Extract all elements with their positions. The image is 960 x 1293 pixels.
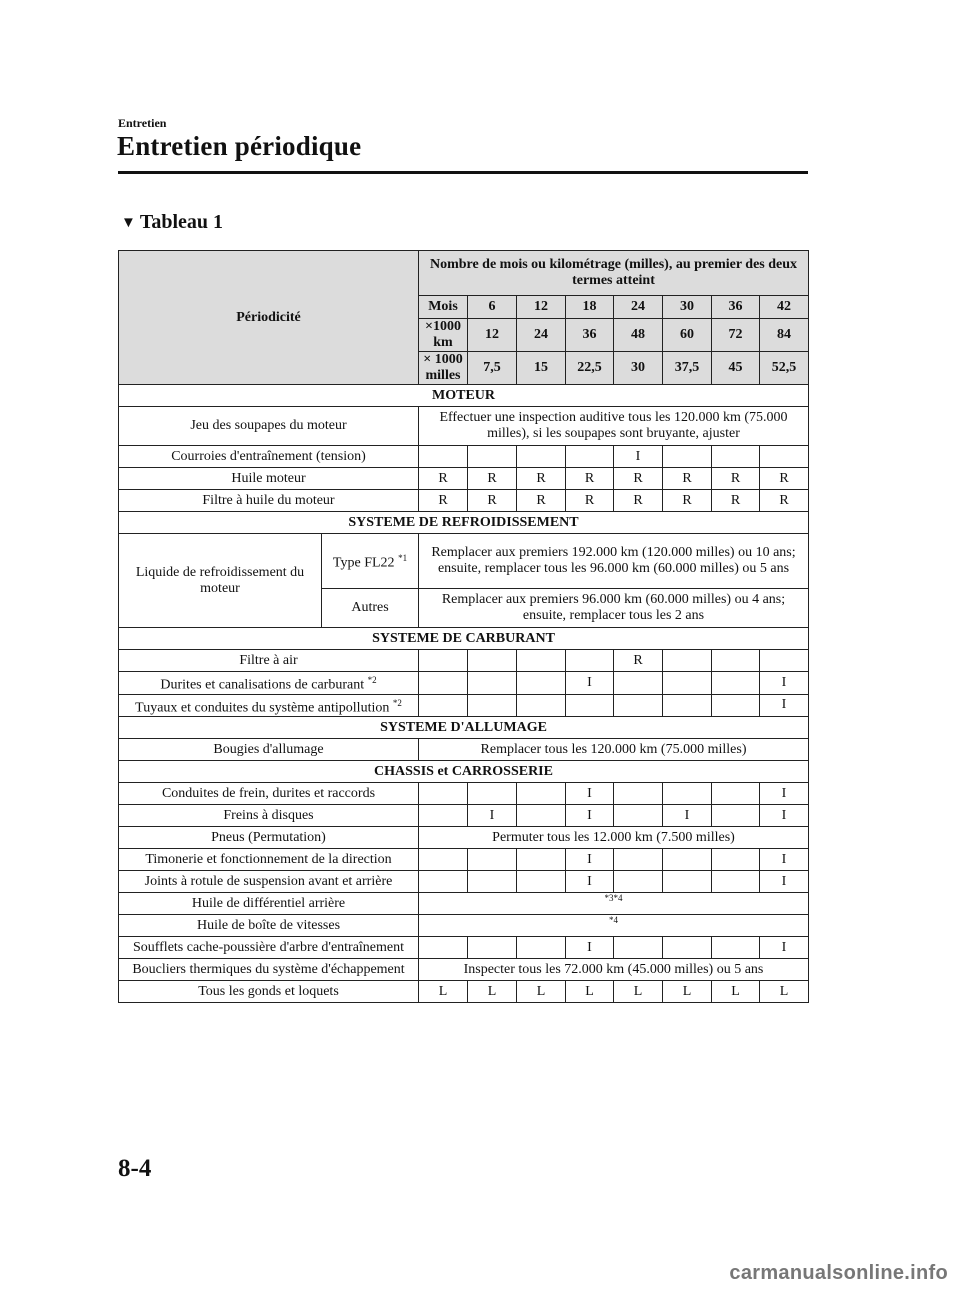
title-rule — [118, 171, 808, 174]
table-row — [119, 694, 809, 717]
item-note: Remplacer aux premiers 192.000 km (120.000 milles) ou 10 ans; ensuite, remplacer tous les 96.000 km (60.000 milles) ou 5 ans — [419, 534, 809, 589]
item-label-text: Filtre à huile du moteur — [202, 492, 335, 508]
schedule-cell — [517, 694, 566, 717]
schedule-cell — [760, 446, 809, 468]
schedule-cell — [517, 650, 566, 672]
footnote-mark: *3*4 — [604, 893, 623, 904]
footnote-mark: *2 — [392, 697, 402, 708]
schedule-cell: R — [712, 468, 760, 490]
item-label-text: Pneus (Permutation) — [211, 829, 326, 845]
schedule-cell: R — [760, 468, 809, 490]
interval-value: 52,5 — [760, 352, 809, 385]
schedule-cell — [712, 650, 760, 672]
section-title: CHASSIS et CARROSSERIE — [119, 761, 809, 783]
header-row — [119, 251, 809, 296]
schedule-cell: I — [760, 694, 809, 717]
interval-value: 42 — [760, 296, 809, 319]
schedule-cell: R — [468, 490, 517, 512]
item-label-text: Filtre à air — [239, 652, 298, 668]
item-label-text: Huile moteur — [231, 470, 306, 486]
schedule-cell — [517, 937, 566, 959]
schedule-cell — [712, 672, 760, 695]
interval-caption: Nombre de mois ou kilométrage (milles), au premier des deux termes atteint — [419, 251, 809, 296]
schedule-cell: R — [760, 490, 809, 512]
item-label — [119, 827, 419, 849]
item-label — [119, 446, 419, 468]
schedule-cell — [663, 871, 712, 893]
schedule-cell — [419, 937, 468, 959]
watermark: carmanualsonline.info — [729, 1262, 948, 1284]
item-note: Permuter tous les 12.000 km (7.500 milles) — [419, 827, 809, 849]
schedule-cell — [614, 805, 663, 827]
coolant-type — [322, 534, 419, 589]
schedule-cell — [712, 937, 760, 959]
item-label — [119, 407, 419, 446]
section-title: SYSTEME DE CARBURANT — [119, 628, 809, 650]
section-row — [119, 628, 809, 650]
item-label: Liquide de refroidissement du moteur — [119, 534, 322, 628]
schedule-cell — [663, 446, 712, 468]
table-row — [119, 849, 809, 871]
section-title: SYSTEME D'ALLUMAGE — [119, 717, 809, 739]
schedule-cell — [663, 937, 712, 959]
item-label-text: Tous les gonds et loquets — [198, 983, 339, 999]
schedule-cell — [663, 849, 712, 871]
schedule-cell: I — [760, 805, 809, 827]
triangle-down-icon: ▼ — [121, 215, 136, 231]
interval-value: 24 — [517, 319, 566, 352]
schedule-cell: L — [760, 981, 809, 1003]
item-label — [119, 650, 419, 672]
table-row — [119, 672, 809, 695]
interval-value: 37,5 — [663, 352, 712, 385]
schedule-cell: L — [566, 981, 614, 1003]
interval-value: 48 — [614, 319, 663, 352]
table-row — [119, 468, 809, 490]
schedule-cell: I — [566, 849, 614, 871]
schedule-cell: R — [614, 468, 663, 490]
schedule-cell — [468, 871, 517, 893]
page-number: 8-4 — [118, 1155, 152, 1182]
item-label-text: Conduites de frein, durites et raccords — [161, 785, 376, 801]
schedule-cell — [614, 694, 663, 717]
table-row — [119, 805, 809, 827]
schedule-cell — [419, 694, 468, 717]
schedule-cell — [468, 849, 517, 871]
item-label — [119, 915, 419, 937]
schedule-cell — [712, 871, 760, 893]
schedule-cell — [468, 783, 517, 805]
item-label-text: Boucliers thermiques du système d'échappement — [132, 961, 405, 977]
item-label — [119, 694, 419, 717]
schedule-cell — [614, 937, 663, 959]
maintenance-table — [118, 250, 809, 1003]
footnote-mark: *1 — [398, 553, 408, 564]
item-label-text: Huile de boîte de vitesses — [196, 917, 341, 933]
item-label — [119, 893, 419, 915]
schedule-cell — [614, 849, 663, 871]
section-title: MOTEUR — [119, 385, 809, 407]
schedule-cell: I — [566, 805, 614, 827]
schedule-cell — [566, 694, 614, 717]
schedule-cell — [517, 446, 566, 468]
schedule-cell — [419, 783, 468, 805]
interval-value: 45 — [712, 352, 760, 385]
table-row — [119, 937, 809, 959]
table-row — [119, 650, 809, 672]
schedule-cell: R — [566, 490, 614, 512]
table-row — [119, 827, 809, 849]
schedule-cell: I — [468, 805, 517, 827]
schedule-cell — [468, 650, 517, 672]
item-label — [119, 490, 419, 512]
item-label — [119, 871, 419, 893]
interval-value: 12 — [468, 319, 517, 352]
schedule-cell: R — [663, 490, 712, 512]
interval-value: 7,5 — [468, 352, 517, 385]
schedule-cell: L — [419, 981, 468, 1003]
schedule-cell — [468, 446, 517, 468]
footnote-cell — [419, 893, 809, 915]
schedule-cell — [517, 871, 566, 893]
schedule-cell — [760, 650, 809, 672]
schedule-cell: R — [614, 490, 663, 512]
schedule-cell — [468, 694, 517, 717]
schedule-cell: R — [663, 468, 712, 490]
item-label — [119, 672, 419, 695]
item-label-text: Soufflets cache-poussière d'arbre d'entraînement — [132, 939, 405, 955]
schedule-cell — [614, 672, 663, 695]
schedule-cell: I — [566, 672, 614, 695]
schedule-cell — [468, 937, 517, 959]
interval-value: 30 — [663, 296, 712, 319]
table-row — [119, 534, 809, 589]
table-row — [119, 959, 809, 981]
interval-value: 24 — [614, 296, 663, 319]
interval-value: 12 — [517, 296, 566, 319]
schedule-cell — [712, 694, 760, 717]
interval-label: ×1000 km — [419, 319, 468, 352]
interval-value: 30 — [614, 352, 663, 385]
table-row — [119, 739, 809, 761]
schedule-cell: I — [760, 783, 809, 805]
schedule-cell: I — [663, 805, 712, 827]
schedule-cell: I — [760, 937, 809, 959]
item-label — [119, 783, 419, 805]
schedule-cell: R — [468, 468, 517, 490]
schedule-cell — [566, 650, 614, 672]
schedule-cell: R — [566, 468, 614, 490]
section-row — [119, 761, 809, 783]
coolant-type — [322, 589, 419, 628]
section-row — [119, 512, 809, 534]
schedule-cell: L — [468, 981, 517, 1003]
schedule-cell: R — [419, 468, 468, 490]
table-row — [119, 915, 809, 937]
schedule-cell: I — [760, 871, 809, 893]
interval-value: 36 — [566, 319, 614, 352]
schedule-cell: R — [614, 650, 663, 672]
table-heading — [121, 211, 223, 234]
table-row — [119, 893, 809, 915]
schedule-cell — [712, 849, 760, 871]
section-title: SYSTEME DE REFROIDISSEMENT — [119, 512, 809, 534]
item-note: Effectuer une inspection auditive tous les 120.000 km (75.000 milles), si les soupapes sont bruyante, ajuster — [419, 407, 809, 446]
footnote-mark: *2 — [367, 675, 377, 685]
schedule-cell — [517, 849, 566, 871]
schedule-cell — [663, 694, 712, 717]
item-label-text: Durites et canalisations de carburant — [160, 677, 365, 693]
footnote-cell — [419, 915, 809, 937]
coolant-type-label: Autres — [351, 600, 389, 615]
periodicity-header: Périodicité — [119, 251, 419, 385]
footnote-mark: *4 — [609, 915, 618, 926]
schedule-cell: R — [517, 468, 566, 490]
item-note: Inspecter tous les 72.000 km (45.000 milles) ou 5 ans — [419, 959, 809, 981]
schedule-cell: I — [760, 672, 809, 695]
schedule-cell: I — [566, 937, 614, 959]
schedule-cell: I — [760, 849, 809, 871]
schedule-cell — [419, 871, 468, 893]
schedule-cell — [712, 783, 760, 805]
item-label-text: Bougies d'allumage — [213, 741, 324, 757]
schedule-cell — [663, 783, 712, 805]
interval-value: 60 — [663, 319, 712, 352]
item-note: Remplacer aux premiers 96.000 km (60.000 milles) ou 4 ans; ensuite, remplacer tous les 2 ans — [419, 589, 809, 628]
schedule-cell — [419, 650, 468, 672]
item-label — [119, 937, 419, 959]
schedule-cell — [663, 650, 712, 672]
schedule-cell: R — [712, 490, 760, 512]
item-label — [119, 981, 419, 1003]
schedule-cell — [419, 672, 468, 695]
interval-value: 72 — [712, 319, 760, 352]
schedule-cell — [419, 446, 468, 468]
item-label-text: Huile de différentiel arrière — [191, 895, 346, 911]
schedule-cell: L — [517, 981, 566, 1003]
interval-label: × 1000 milles — [419, 352, 468, 385]
interval-value: 36 — [712, 296, 760, 319]
table-row — [119, 783, 809, 805]
table-row — [119, 871, 809, 893]
schedule-cell — [517, 783, 566, 805]
interval-value: 84 — [760, 319, 809, 352]
table-heading-text: Tableau 1 — [139, 211, 224, 233]
item-note: Remplacer tous les 120.000 km (75.000 milles) — [419, 739, 809, 761]
schedule-cell — [468, 672, 517, 695]
section-label: Entretien — [118, 116, 167, 130]
interval-value: 22,5 — [566, 352, 614, 385]
schedule-cell: I — [566, 783, 614, 805]
item-label-text: Courroies d'entraînement (tension) — [171, 448, 366, 464]
item-label-text: Jeu des soupapes du moteur — [190, 418, 347, 433]
schedule-cell: R — [419, 490, 468, 512]
item-label-text: Freins à disques — [223, 807, 314, 823]
schedule-cell: L — [663, 981, 712, 1003]
interval-label: Mois — [419, 296, 468, 319]
item-label — [119, 739, 419, 761]
page-title: Entretien périodique — [117, 131, 362, 161]
schedule-cell: R — [517, 490, 566, 512]
section-row — [119, 385, 809, 407]
schedule-cell — [614, 871, 663, 893]
schedule-cell: I — [614, 446, 663, 468]
schedule-cell — [419, 849, 468, 871]
item-label-text: Joints à rotule de suspension avant et arrière — [144, 873, 393, 889]
item-label-text: Timonerie et fonctionnement de la direction — [145, 851, 392, 867]
schedule-cell — [712, 805, 760, 827]
schedule-cell — [517, 672, 566, 695]
interval-value: 6 — [468, 296, 517, 319]
item-label — [119, 805, 419, 827]
table-row — [119, 407, 809, 446]
interval-value: 18 — [566, 296, 614, 319]
item-label — [119, 849, 419, 871]
schedule-cell: L — [712, 981, 760, 1003]
schedule-cell — [517, 805, 566, 827]
item-label-text: Tuyaux et conduites du système antipollution — [135, 700, 390, 716]
table-row — [119, 446, 809, 468]
schedule-cell — [614, 783, 663, 805]
schedule-cell — [663, 672, 712, 695]
coolant-type-label: Type FL22 — [332, 555, 395, 571]
interval-value: 15 — [517, 352, 566, 385]
item-label — [119, 959, 419, 981]
table-row — [119, 490, 809, 512]
item-label — [119, 468, 419, 490]
schedule-cell — [566, 446, 614, 468]
section-row — [119, 717, 809, 739]
table-row — [119, 981, 809, 1003]
schedule-cell: I — [566, 871, 614, 893]
schedule-cell: L — [614, 981, 663, 1003]
schedule-cell — [712, 446, 760, 468]
schedule-cell — [419, 805, 468, 827]
